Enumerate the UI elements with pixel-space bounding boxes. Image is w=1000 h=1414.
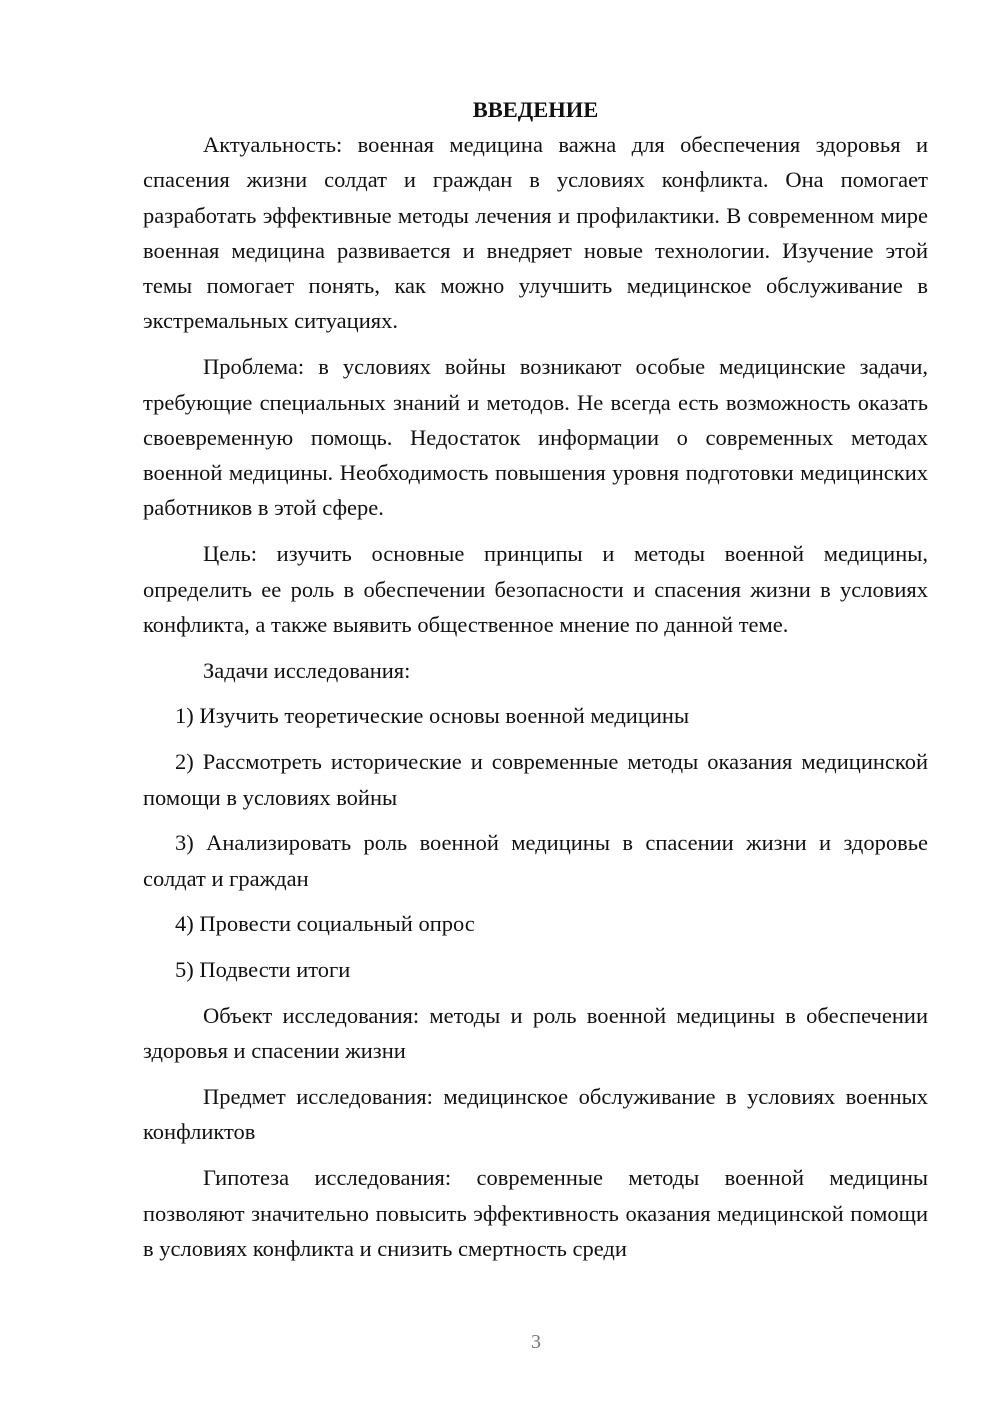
paragraph-relevance: Актуальность: военная медицина важна для обеспечения здоровья и спасения жизни солдат и граждан в условиях конфликта. Она помогает разработать эффективные методы лечения и профилактики. В современном мире военная медицина развивается и внедряет новые технологии. Изучение этой темы помогает понять, как можно улучшить медицинское обслуживание в экстремальных ситуациях. [143, 132, 928, 334]
paragraph-object: Объект исследования: методы и роль военной медицины в обеспечении здоровья и спасении жизни [143, 1003, 928, 1064]
task-item: 2) Рассмотреть исторические и современные методы оказания медицинской помощи в условиях войны [143, 749, 928, 810]
task-item: 1) Изучить теоретические основы военной медицины [175, 703, 690, 729]
section-title: ВВЕДЕНИЕ [472, 97, 599, 122]
task-item: 4) Провести социальный опрос [175, 911, 475, 937]
paragraph-subject: Предмет исследования: медицинское обслуживание в условиях военных конфликтов [143, 1084, 928, 1145]
paragraph-problem: Проблема: в условиях войны возникают особые медицинские задачи, требующие специальных знаний и методов. Не всегда есть возможность оказать своевременную помощь. Недостаток информации о современных методах военной медицины. Необходимость повышения уровня подготовки медицинских работников в этой сфере. [143, 354, 928, 521]
page-number: 3 [531, 1331, 541, 1353]
tasks-heading: Задачи исследования: [203, 657, 411, 683]
task-item: 3) Анализировать роль военной медицины в спасении жизни и здоровье солдат и граждан [143, 830, 928, 891]
paragraph-goal: Цель: изучить основные принципы и методы военной медицины, определить ее роль в обеспечении безопасности и спасения жизни в условиях конфликта, а также выявить общественное мнение по данной теме. [143, 541, 928, 637]
task-item: 5) Подвести итоги [175, 957, 351, 983]
paragraph-hypothesis: Гипотеза исследования: современные методы военной медицины позволяют значительно повысить эффективность оказания медицинской помощи в условиях конфликта и снизить смертность среди [143, 1165, 928, 1261]
page-content [143, 92, 928, 1277]
